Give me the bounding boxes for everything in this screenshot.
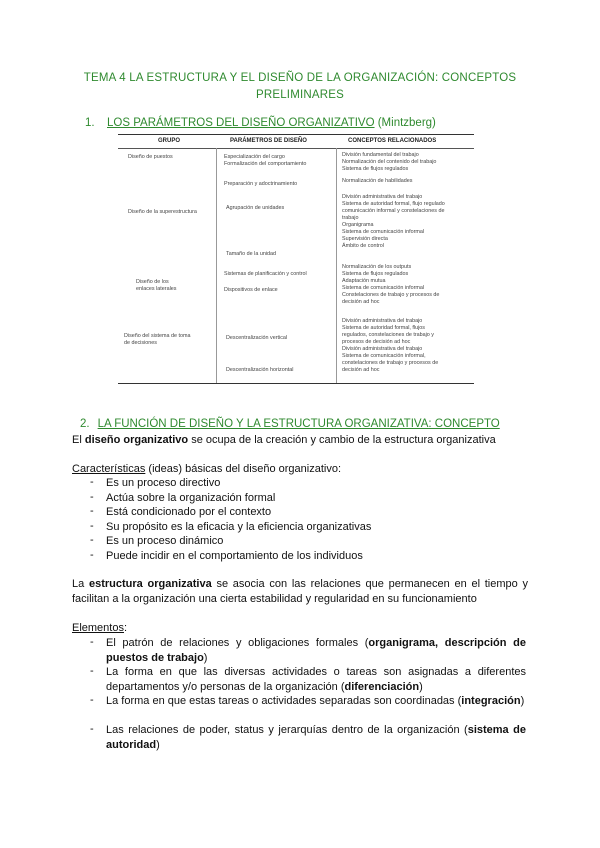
bold-term: organigrama, descripción de puestos de trabajo	[106, 637, 526, 664]
estructura-definition	[72, 577, 528, 606]
bold-term: diseño organizativo	[84, 434, 189, 446]
table-concept-cell: Normalización de habilidades	[342, 178, 413, 184]
list-bullet: -	[90, 505, 94, 517]
list-item	[106, 723, 526, 752]
table-param-cell: Preparación y adoctrinamiento	[224, 181, 298, 187]
bold-term: sistema de autoridad	[106, 724, 526, 751]
table-param-cell: Descentralización horizontal	[226, 367, 294, 373]
list-item: Puede incidir en el comportamiento de los individuos	[106, 549, 363, 562]
text: Las relaciones de poder, status y jerarquías dentro de la organización (	[106, 724, 468, 736]
text: )	[419, 680, 423, 693]
list-bullet: -	[90, 694, 94, 706]
list-bullet: -	[90, 476, 94, 488]
text: :	[123, 622, 128, 634]
page-title: TEMA 4 LA ESTRUCTURA Y EL DISEÑO DE LA ORGANIZACIÓN: CONCEPTOS PRELIMINARES	[83, 72, 517, 101]
list-bullet: -	[90, 548, 94, 561]
bold-term: integración	[461, 695, 521, 707]
table-concept-cell: División administrativa del trabajo Sistema de autoridad formal, flujos regulados, constelaciones de trabajo y procesos de decisión ad hoc División administrativa del trabajo Sistema de comunicación informal, constelaciones de trabajo y procesos de decisión ad hoc	[342, 318, 439, 373]
diseno-definition	[72, 433, 532, 448]
text: La forma en que estas tareas o actividades separadas son coordinadas (	[106, 695, 462, 707]
list-item: Es un proceso directivo	[106, 477, 221, 489]
list-bullet: -	[90, 519, 94, 532]
design-parameters-table	[118, 134, 474, 384]
text: La	[72, 578, 89, 590]
section-1-heading	[85, 117, 436, 129]
text: El patrón de relaciones y obligaciones formales (	[106, 637, 369, 649]
list-item: Su propósito es la eficacia y la eficiencia organizativas	[106, 520, 372, 533]
table-param-cell: Especialización del cargo Formalización del comportamiento	[224, 154, 307, 167]
table-concept-cell: Normalización de los outputs Sistema de flujos regulados Adaptación mutua Sistema de comunicación informal Constelaciones de trabajo y procesos de decisión ad hoc	[342, 264, 440, 305]
table-group-cell: Diseño del sistema de toma de decisiones	[124, 333, 191, 346]
text: )	[203, 651, 208, 664]
list-bullet: -	[90, 636, 94, 648]
section-2-title: LA FUNCIÓN DE DISEÑO Y LA ESTRUCTURA ORGANIZATIVA: CONCEPTO	[97, 418, 500, 430]
table-param-cell: Sistemas de planificación y control	[224, 271, 307, 277]
table-header-parametros: PARÁMETROS DE DISEÑO	[230, 138, 307, 144]
table-param-cell: Dispositivos de enlace	[224, 287, 278, 293]
table-group-cell: Diseño de los enlaces laterales	[136, 279, 177, 292]
list-item	[106, 636, 526, 665]
list-item: Actúa sobre la organización formal	[106, 491, 276, 504]
table-concept-cell: División fundamental del trabajo Normalización del contenido del trabajo Sistema de flujos regulados	[342, 152, 437, 172]
underlined-label: Elementos	[72, 622, 124, 634]
section-1-title-suffix: (Mintzberg)	[374, 117, 436, 129]
list-item	[106, 665, 526, 694]
text: El	[72, 434, 85, 446]
bold-term: estructura organizativa	[88, 578, 212, 590]
table-column-divider	[216, 148, 217, 383]
table-param-cell: Tamaño de la unidad	[226, 251, 277, 257]
list-bullet: -	[90, 723, 94, 735]
list-bullet: -	[90, 534, 94, 546]
list-item: Es un proceso dinámico	[106, 535, 224, 547]
section-2-number: 2.	[80, 418, 90, 430]
section-2-heading	[80, 418, 500, 430]
list-bullet: -	[90, 665, 94, 677]
list-item: Está condicionado por el contexto	[106, 506, 272, 518]
text: (ideas) básicas del diseño organizativo:	[145, 463, 342, 475]
table-header-conceptos: CONCEPTOS RELACIONADOS	[348, 138, 437, 144]
list-item	[106, 694, 526, 709]
table-header-divider	[118, 148, 474, 149]
text: se ocupa de la creación y cambio de la estructura organizativa	[188, 434, 496, 446]
table-param-cell: Descentralización vertical	[226, 335, 288, 341]
table-group-cell: Diseño de puestos	[128, 154, 173, 160]
caracteristicas-heading	[72, 462, 532, 477]
table-concept-cell: División administrativa del trabajo Sistema de autoridad formal, flujo regulado comunicación informal y constelaciones de trabajo Organigrama Sistema de comunicación informal Supervisión directa Ámbito de control	[342, 194, 445, 249]
table-param-cell: Agrupación de unidades	[226, 205, 285, 211]
text: )	[520, 695, 525, 707]
text: )	[156, 738, 160, 751]
elementos-heading	[72, 621, 532, 636]
section-1-number: 1.	[85, 117, 95, 129]
table-column-divider	[336, 148, 337, 383]
list-bullet: -	[90, 490, 94, 503]
underlined-label: Características	[72, 463, 146, 475]
table-header-grupo: GRUPO	[158, 138, 181, 144]
table-group-cell: Diseño de la superestructura	[128, 209, 197, 215]
section-1-title: LOS PARÁMETROS DEL DISEÑO ORGANIZATIVO	[107, 117, 375, 129]
bold-term: diferenciación	[344, 680, 420, 693]
text: La forma en que las diversas actividades o tareas son asignadas a diferentes departamentos y/o personas de la organización (	[106, 666, 526, 693]
text: se asocia con las relaciones que permanecen en el tiempo y facilitan a la organización una cierta estabilidad y regularidad en su funcionamiento	[72, 578, 528, 605]
